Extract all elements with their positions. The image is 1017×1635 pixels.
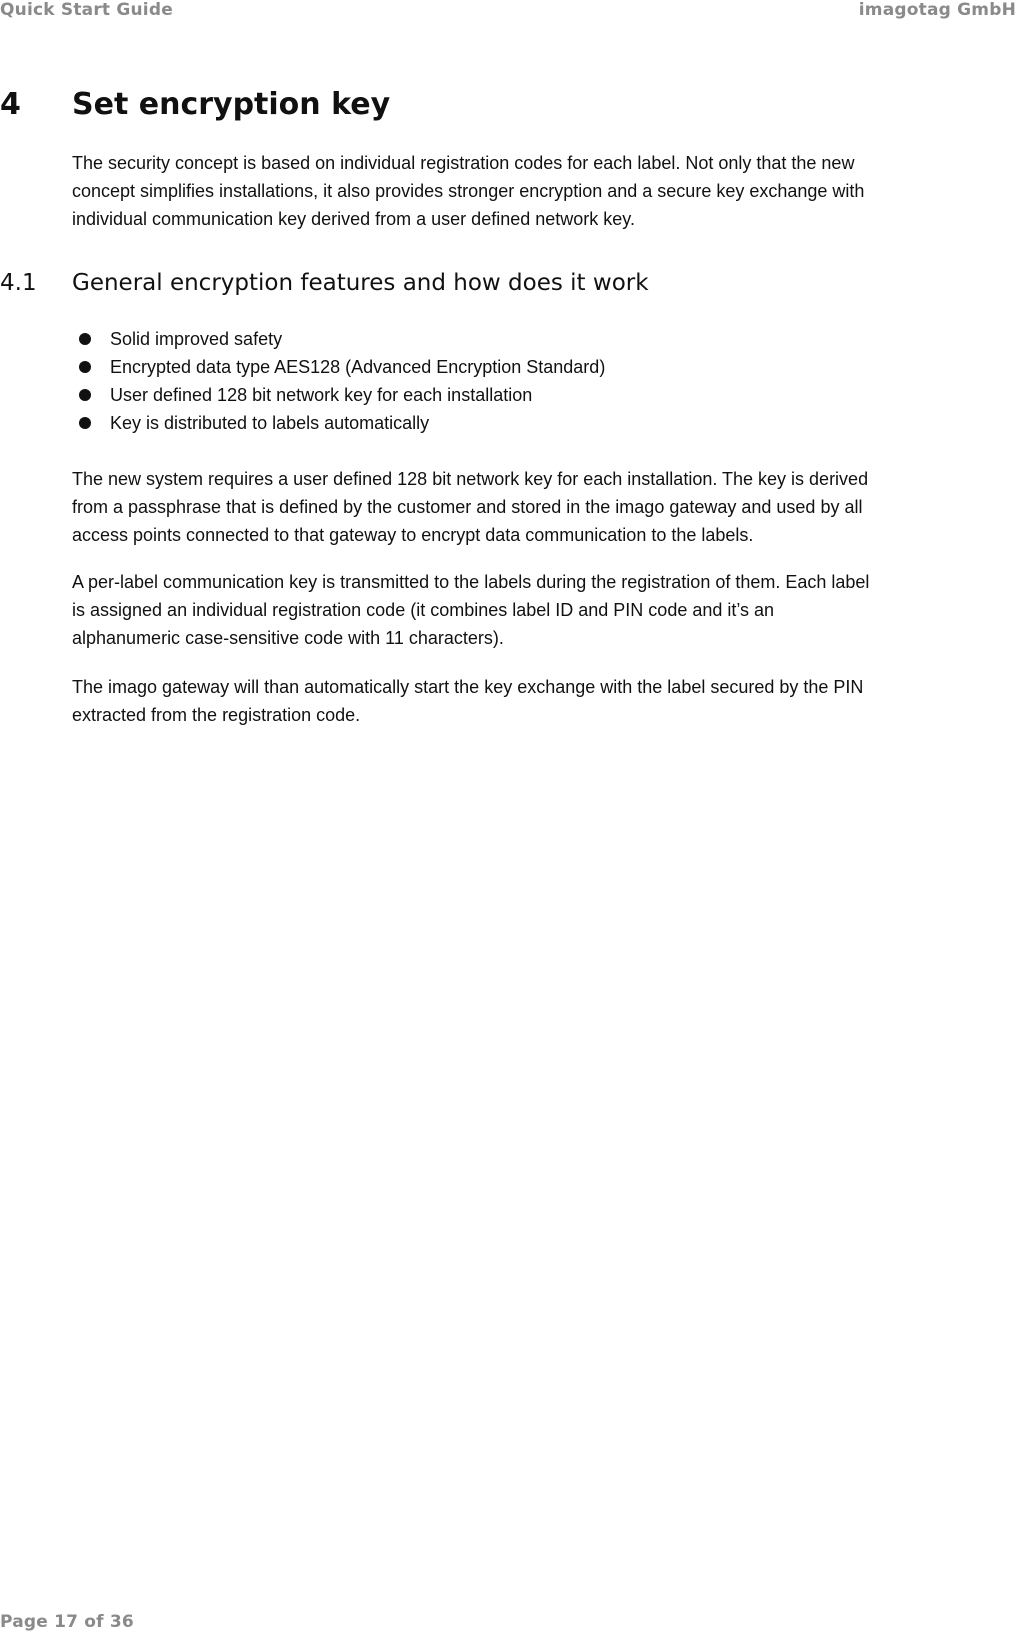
- bullet-dot-icon: [79, 361, 91, 373]
- bullet-dot-icon: [79, 389, 91, 401]
- bullet-text: Key is distributed to labels automatically: [110, 413, 430, 433]
- subsection-number: 4.1: [0, 270, 37, 296]
- bullet-text: User defined 128 bit network key for each installation: [110, 385, 533, 405]
- feature-bullet-list: [72, 325, 605, 437]
- bullet-item: [72, 381, 605, 409]
- bullet-item: [72, 325, 605, 353]
- header-company-name: imagotag GmbH: [858, 0, 1016, 20]
- page-number: Page 17 of 36: [0, 1612, 134, 1632]
- bullet-item: [72, 353, 605, 381]
- header-document-title: Quick Start Guide: [0, 0, 173, 20]
- subsection-title: General encryption features and how does it work: [72, 270, 649, 296]
- key-exchange-paragraph: The imago gateway will than automatically start the key exchange with the label secured by the PIN extracted from the registration code.: [72, 677, 864, 725]
- section-intro-paragraph: The security concept is based on individual registration codes for each label. Not only that the new concept simplifies installations, it also provides stronger encryption and a secure key exchange with individual communication key derived from a user defined network key.: [72, 153, 865, 229]
- section-number: 4: [0, 87, 21, 122]
- section-title: Set encryption key: [72, 87, 391, 122]
- bullet-text: Encrypted data type AES128 (Advanced Encryption Standard): [110, 357, 606, 377]
- bullet-dot-icon: [79, 417, 91, 429]
- network-key-paragraph: The new system requires a user defined 128 bit network key for each installation. The key is derived from a passphrase that is defined by the customer and stored in the imago gateway and used by all access points connected to that gateway to encrypt data communication to the labels.: [72, 469, 869, 545]
- communication-key-paragraph: A per-label communication key is transmitted to the labels during the registration of them. Each label is assigned an individual registration code (it combines label ID and PIN code and it’s an alphanumeric case-sensitive code with 11 characters).: [72, 572, 870, 648]
- bullet-text: Solid improved safety: [110, 329, 283, 349]
- bullet-dot-icon: [79, 333, 91, 345]
- bullet-item: [72, 409, 605, 437]
